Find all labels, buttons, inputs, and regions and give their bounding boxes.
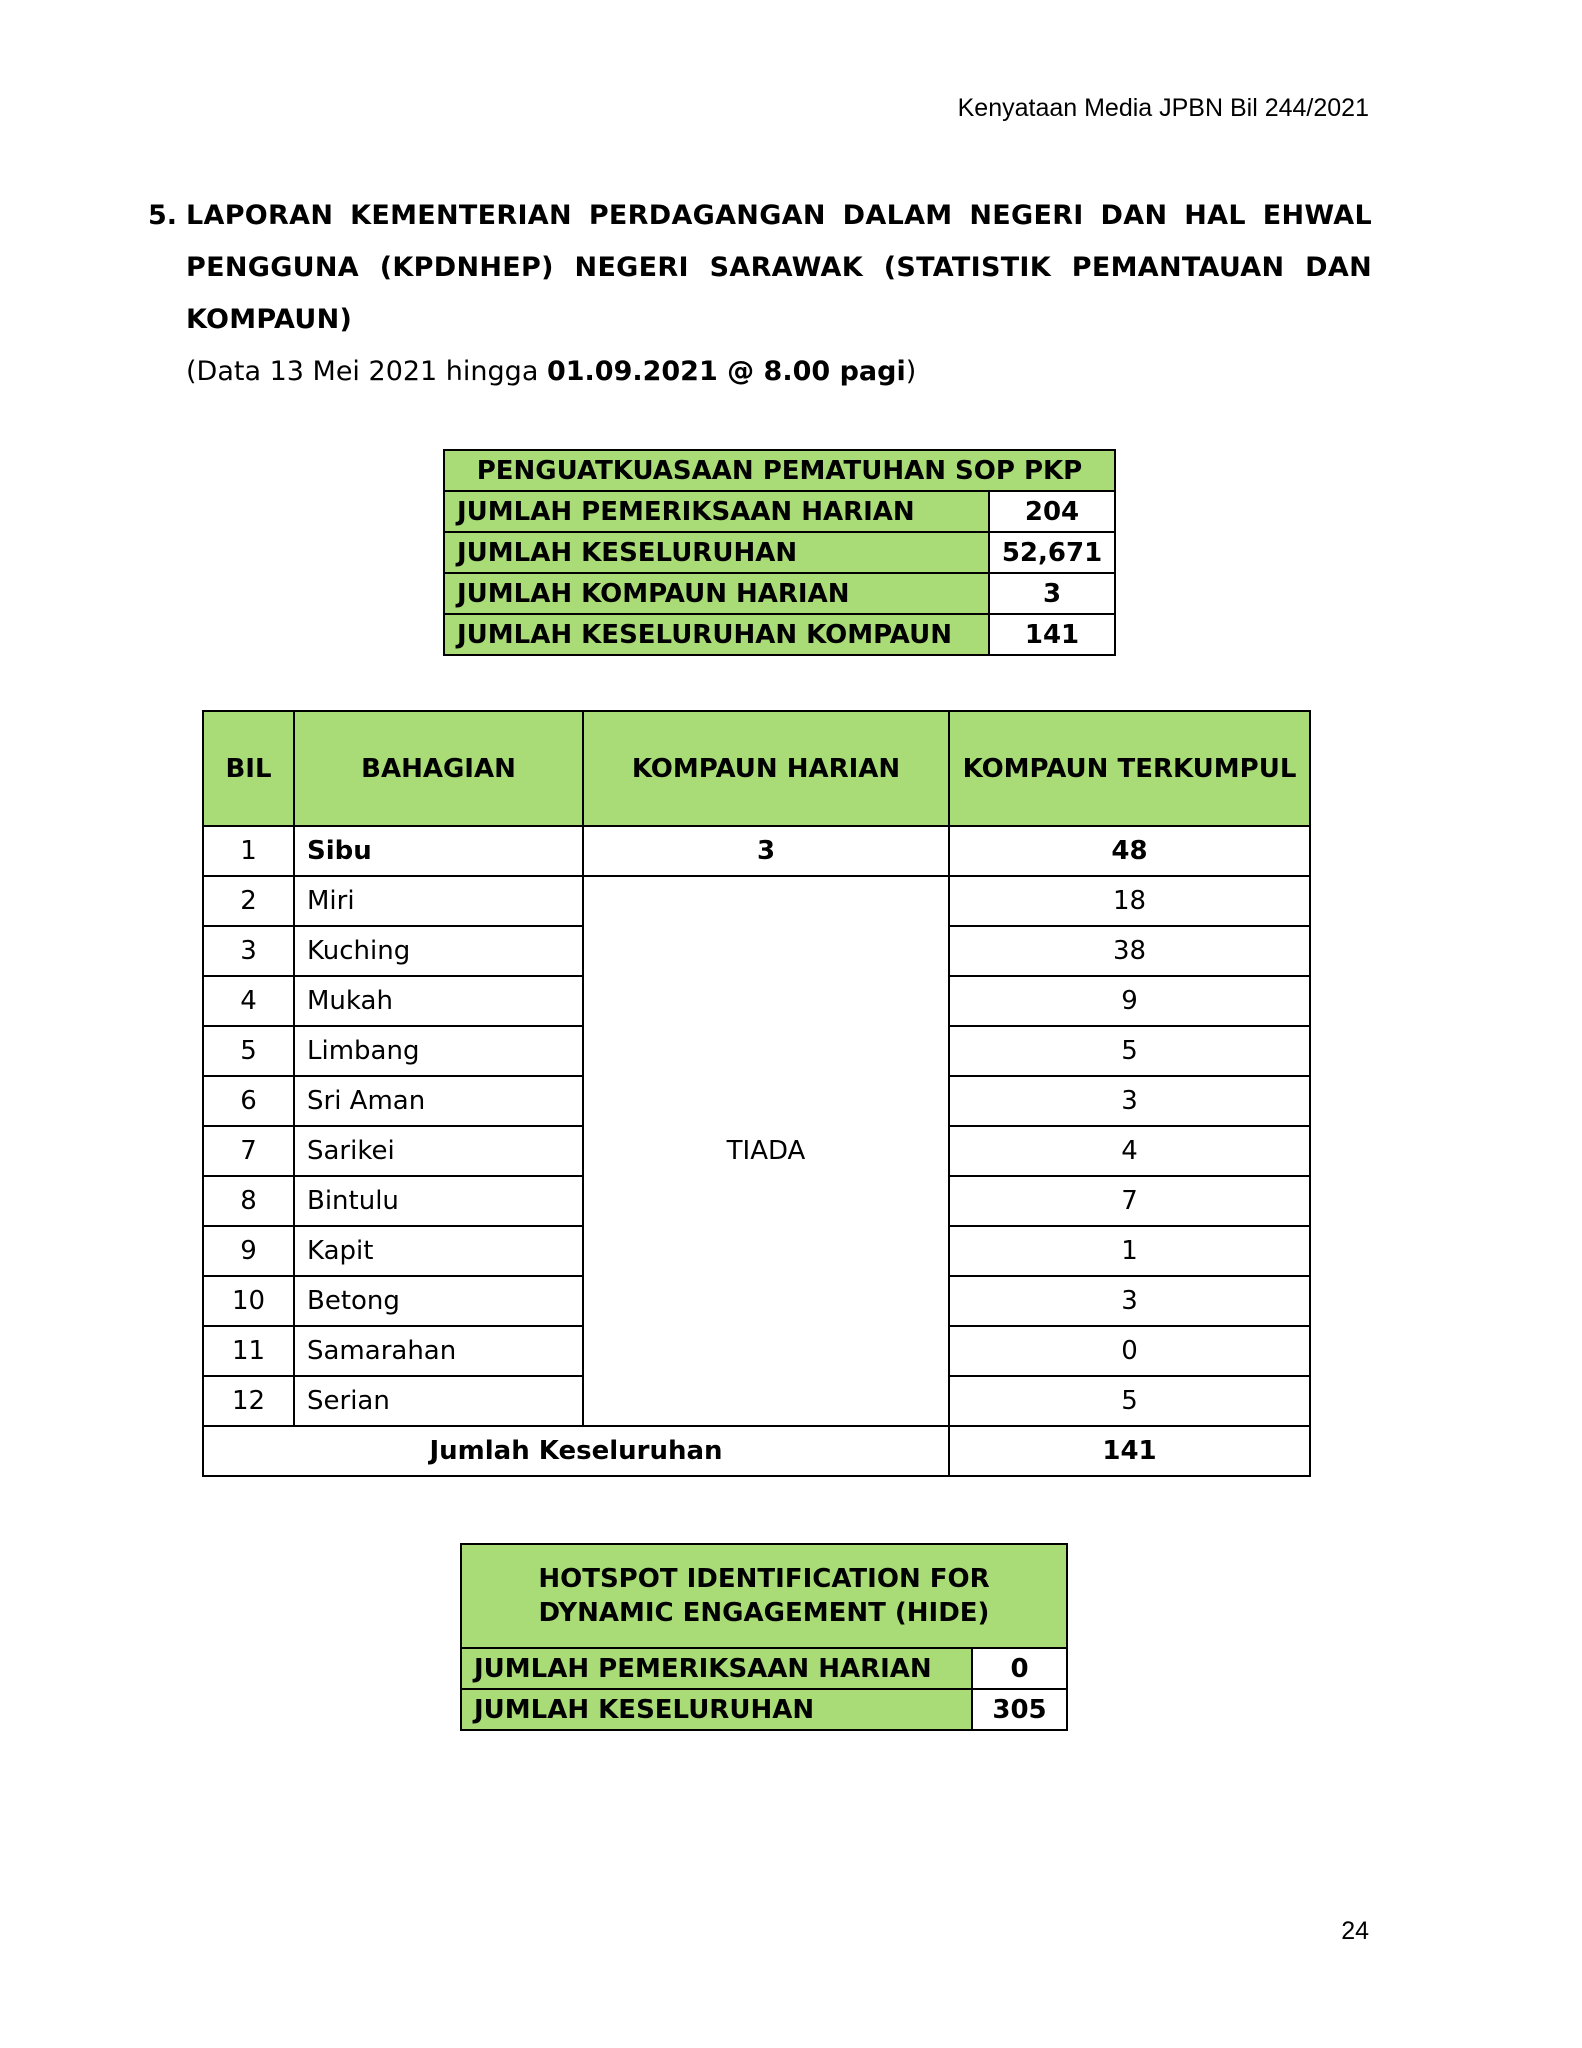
table-row [203,876,1310,926]
cell-bahagian: Kapit [294,1226,583,1276]
cell-kompaun-terkumpul: 38 [949,926,1310,976]
cell-kompaun-terkumpul: 0 [949,1326,1310,1376]
hide-title-line-2: DYNAMIC ENGAGEMENT (HIDE) [538,1598,990,1628]
total-value: 141 [949,1426,1310,1476]
sop-row-label: JUMLAH KESELURUHAN KOMPAUN [444,614,989,655]
cell-kompaun-terkumpul: 3 [949,1276,1310,1326]
date-range-end: 01.09.2021 @ 8.00 pagi [546,356,906,387]
cell-bil: 12 [203,1376,294,1426]
cell-kompaun-terkumpul: 48 [949,826,1310,876]
column-header-kompaun-harian: KOMPAUN HARIAN [583,711,949,826]
cell-bil: 6 [203,1076,294,1126]
sop-table-title: PENGUATKUASAAN PEMATUHAN SOP PKP [444,450,1115,491]
cell-bil: 1 [203,826,294,876]
division-compound-table [202,710,1311,1477]
document-reference: Kenyataan Media JPBN Bil 244/2021 [957,94,1369,122]
section-heading [148,190,1372,346]
sop-row-label: JUMLAH PEMERIKSAAN HARIAN [444,491,989,532]
cell-bahagian: Sri Aman [294,1076,583,1126]
section-number: 5. [148,200,178,231]
table-header-row [203,711,1310,826]
sop-row-value: 204 [989,491,1115,532]
sop-row-value: 3 [989,573,1115,614]
table-row [444,573,1115,614]
sop-row-label: JUMLAH KOMPAUN HARIAN [444,573,989,614]
date-range-suffix: ) [905,356,917,387]
hide-row-label: JUMLAH KESELURUHAN [461,1689,972,1730]
cell-kompaun-terkumpul: 4 [949,1126,1310,1176]
cell-bil: 7 [203,1126,294,1176]
column-header-kompaun-terkumpul: KOMPAUN TERKUMPUL [949,711,1310,826]
cell-bil: 3 [203,926,294,976]
column-header-bil: BIL [203,711,294,826]
hide-row-value: 0 [972,1648,1067,1689]
total-label: Jumlah Keseluruhan [203,1426,949,1476]
cell-bahagian: Bintulu [294,1176,583,1226]
cell-bahagian: Sarikei [294,1126,583,1176]
cell-bahagian: Serian [294,1376,583,1426]
sop-row-value: 52,671 [989,532,1115,573]
column-header-bahagian: BAHAGIAN [294,711,583,826]
cell-bil: 10 [203,1276,294,1326]
cell-kompaun-terkumpul: 1 [949,1226,1310,1276]
section-5 [148,190,1372,398]
cell-bil: 2 [203,876,294,926]
cell-kompaun-harian-merged: TIADA [583,876,949,1426]
cell-bil: 11 [203,1326,294,1376]
cell-bahagian: Betong [294,1276,583,1326]
table-row [461,1648,1067,1689]
cell-kompaun-terkumpul: 5 [949,1376,1310,1426]
cell-bahagian: Samarahan [294,1326,583,1376]
cell-bahagian: Limbang [294,1026,583,1076]
cell-bahagian: Sibu [294,826,583,876]
sop-row-label: JUMLAH KESELURUHAN [444,532,989,573]
cell-bil: 5 [203,1026,294,1076]
cell-kompaun-terkumpul: 9 [949,976,1310,1026]
table-row [203,826,1310,876]
cell-bil: 8 [203,1176,294,1226]
table-row [444,532,1115,573]
section-date-range [186,346,1372,398]
hide-row-value: 305 [972,1689,1067,1730]
table-total-row [203,1426,1310,1476]
date-range-prefix: (Data 13 Mei 2021 hingga [186,356,547,387]
page-number: 24 [1341,1917,1369,1945]
table-row [444,491,1115,532]
cell-kompaun-terkumpul: 3 [949,1076,1310,1126]
hide-table-title [461,1544,1067,1648]
cell-kompaun-terkumpul: 18 [949,876,1310,926]
section-title: LAPORAN KEMENTERIAN PERDAGANGAN DALAM NEGERI DAN HAL EHWAL PENGGUNA (KPDNHEP) NEGERI SARAWAK (STATISTIK PEMANTAUAN DAN KOMPAUN) [186,200,1372,335]
cell-bahagian: Mukah [294,976,583,1026]
cell-kompaun-terkumpul: 7 [949,1176,1310,1226]
cell-bil: 9 [203,1226,294,1276]
hide-title-line-1: HOTSPOT IDENTIFICATION FOR [538,1564,990,1594]
cell-bahagian: Miri [294,876,583,926]
sop-row-value: 141 [989,614,1115,655]
hide-row-label: JUMLAH PEMERIKSAAN HARIAN [461,1648,972,1689]
cell-bahagian: Kuching [294,926,583,976]
cell-bil: 4 [203,976,294,1026]
table-row [461,1689,1067,1730]
cell-kompaun-terkumpul: 5 [949,1026,1310,1076]
sop-enforcement-table [443,449,1116,656]
table-row [444,614,1115,655]
hide-table [460,1543,1068,1731]
cell-kompaun-harian: 3 [583,826,949,876]
